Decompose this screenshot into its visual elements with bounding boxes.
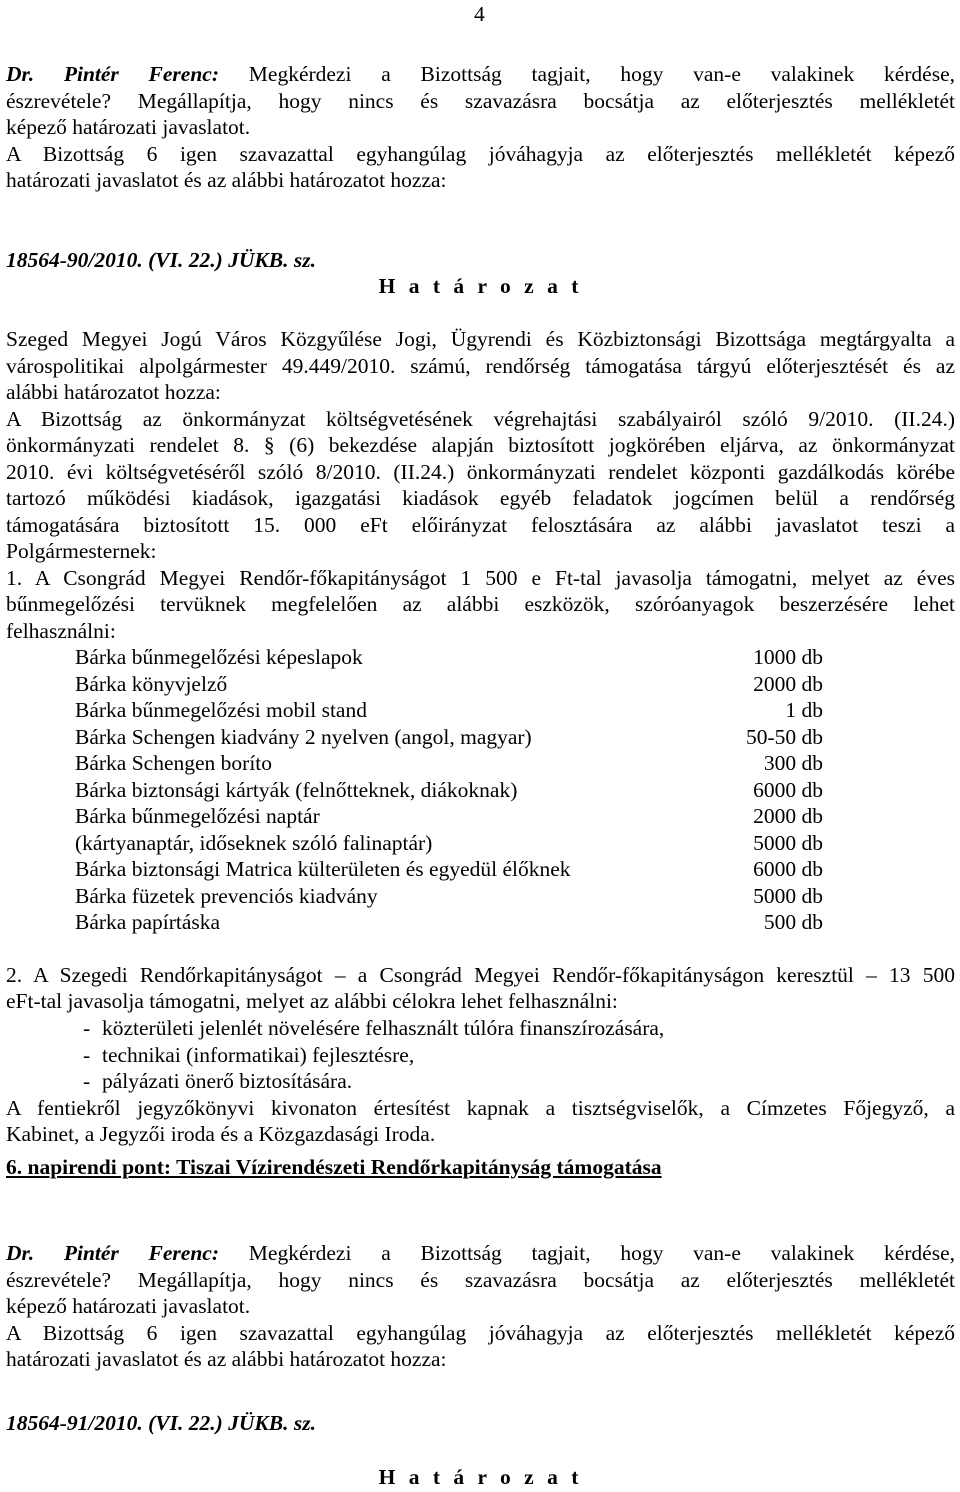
question-line-3: képező határozati javaslatot. xyxy=(6,115,251,139)
decision-line-4: tartozó működési kiadások, igazgatási kiadások egyéb feladatok jogcímen belül a rendőrség xyxy=(6,486,955,510)
item-quantity: 5000 db xyxy=(753,883,823,908)
point-2-line-2: eFt-tal javasolja támogatni, melyet az alábbi célokra lehet felhasználni: xyxy=(6,989,618,1013)
agenda-item-heading xyxy=(6,1154,955,1181)
list-item: - pályázati önerő biztosítására. xyxy=(83,1069,353,1093)
resolution-body-line-3: alábbi határozatot hozza: xyxy=(6,380,221,404)
item-quantity: 5000 db xyxy=(753,830,823,855)
resolution-heading-2: H a t á r o z a t xyxy=(378,1465,583,1489)
table-row xyxy=(75,750,823,777)
speaker-line xyxy=(6,61,955,88)
items-table xyxy=(75,644,823,936)
notice-line-2: Kabinet, a Jegyzői iroda és a Közgazdasági Iroda. xyxy=(6,1122,436,1146)
table-row xyxy=(75,830,823,857)
item-name: Bárka bűnmegelőzési naptár xyxy=(75,804,320,828)
question-text: Megkérdezi a Bizottság tagjait, hogy van-e valakinek kérdése, xyxy=(248,1241,955,1265)
decision-line-5: támogatására biztosított 15. 000 eFt előirányzat felosztására az alábbi javaslatot teszi a xyxy=(6,513,955,537)
item-quantity: 1 db xyxy=(785,698,823,722)
decision-line-3: 2010. évi költségvetéséről szóló 8/2010. (II.24.) önkormányzati rendelet központi gazdálkodás körébe xyxy=(6,460,955,484)
item-name: Bárka Schengen kiadvány 2 nyelven (angol, magyar) xyxy=(75,724,532,749)
decision-line-2: önkormányzati rendelet 8. § (6) bekezdése alapján biztosított jogkörében eljárva, az önkormányzat xyxy=(6,433,955,457)
table-row xyxy=(75,777,823,804)
decision-line-1: A Bizottság az önkormányzat költségvetésének végrehajtási szabályairól szóló 9/2010. (II.24.) xyxy=(6,407,955,431)
table-row xyxy=(75,644,823,671)
item-name: Bárka biztonsági Matrica külterületen és egyedül élőknek xyxy=(75,857,571,881)
agenda-item-title: 6. napirendi pont: Tiszai Vízirendészeti Rendőrkapitányság támogatása xyxy=(6,1155,662,1179)
question-line-3b: képező határozati javaslatot. xyxy=(6,1294,251,1318)
page-number: 4 xyxy=(474,2,485,26)
speaker-name: Dr. Pintér Ferenc: xyxy=(6,1241,220,1265)
approval-line-1: A Bizottság 6 igen szavazattal egyhangúlag jóváhagyja az előterjesztés mellékletét képező xyxy=(6,142,955,166)
item-quantity: 300 db xyxy=(763,751,823,775)
item-name: (kártyanaptár, időseknek szóló falinaptár) xyxy=(75,830,433,855)
table-row xyxy=(75,909,823,936)
question-text: Megkérdezi a Bizottság tagjait, hogy van-e valakinek kérdése, xyxy=(248,62,955,86)
point-2-line-1: 2. A Szegedi Rendőrkapitányságot – a Csongrád Megyei Rendőr-főkapitányságon keresztül – 13 500 xyxy=(6,963,955,987)
point-1-line-2: bűnmegelőzési tervüknek megfelelően az alábbi eszközök, szóróanyagok beszerzésére lehet xyxy=(6,592,955,616)
item-quantity: 2000 db xyxy=(753,804,823,828)
approval-line-1b: A Bizottság 6 igen szavazattal egyhangúlag jóváhagyja az előterjesztés mellékletét képező xyxy=(6,1321,955,1345)
item-quantity: 2000 db xyxy=(753,671,823,696)
item-name: Bárka könyvjelző xyxy=(75,671,228,696)
item-name: Bárka biztonsági kártyák (felnőtteknek, diákoknak) xyxy=(75,777,518,802)
table-row xyxy=(75,697,823,724)
approval-line-2: határozati javaslatot és az alábbi határozatot hozza: xyxy=(6,168,447,192)
table-row xyxy=(75,803,823,830)
table-row xyxy=(75,671,823,698)
resolution-body-line-1: Szeged Megyei Jogú Város Közgyűlése Jogi, Ügyrendi és Közbiztonsági Bizottsága megtárgyalta a xyxy=(6,327,955,351)
question-line-2: észrevétele? Megállapítja, hogy nincs és szavazásra bocsátja az előterjesztés mellékletét xyxy=(6,89,955,113)
table-row xyxy=(75,883,823,910)
table-row xyxy=(75,724,823,751)
point-1-line-1: 1. A Csongrád Megyei Rendőr-főkapitányságot 1 500 e Ft-tal javasolja támogatni, melyet az éves xyxy=(6,566,955,590)
list-item: - technikai (informatikai) fejlesztésre, xyxy=(83,1042,415,1067)
item-quantity: 6000 db xyxy=(753,777,823,802)
item-name: Bárka bűnmegelőzési képeslapok xyxy=(75,645,363,669)
table-row xyxy=(75,856,823,883)
item-name: Bárka papírtáska xyxy=(75,910,221,934)
item-name: Bárka füzetek prevenciós kiadvány xyxy=(75,883,378,908)
decision-line-6: Polgármesternek: xyxy=(6,539,157,563)
resolution-body-line-2: várospolitikai alpolgármester 49.449/2010. számú, rendőrség támogatása tárgyú előterjesztését és az xyxy=(6,354,955,378)
item-quantity: 50-50 db xyxy=(745,724,823,749)
item-quantity: 6000 db xyxy=(753,857,823,881)
approval-line-2b: határozati javaslatot és az alábbi határozatot hozza: xyxy=(6,1347,447,1371)
item-name: Bárka bűnmegelőzési mobil stand xyxy=(75,698,367,722)
resolution-number: 18564-90/2010. (VI. 22.) JÜKB. sz. xyxy=(6,248,316,272)
point-1-line-3: felhasználni: xyxy=(6,619,116,643)
speaker-name: Dr. Pintér Ferenc: xyxy=(6,62,220,86)
item-quantity: 500 db xyxy=(763,910,823,934)
resolution-number-2: 18564-91/2010. (VI. 22.) JÜKB. sz. xyxy=(6,1411,316,1435)
speaker-line-2 xyxy=(6,1240,955,1267)
notice-line-1: A fentiekről jegyzőkönyvi kivonaton értesítést kapnak a tisztségviselők, a Címzetes Főjegyző, a xyxy=(6,1096,955,1120)
uses-list xyxy=(83,1015,664,1095)
question-line-2b: észrevétele? Megállapítja, hogy nincs és szavazásra bocsátja az előterjesztés mellékletét xyxy=(6,1268,955,1292)
resolution-heading: H a t á r o z a t xyxy=(378,274,583,298)
item-quantity: 1000 db xyxy=(753,645,823,669)
item-name: Bárka Schengen boríto xyxy=(75,751,273,775)
list-item: - közterületi jelenlét növelésére felhasznált túlóra finanszírozására, xyxy=(83,1016,665,1040)
